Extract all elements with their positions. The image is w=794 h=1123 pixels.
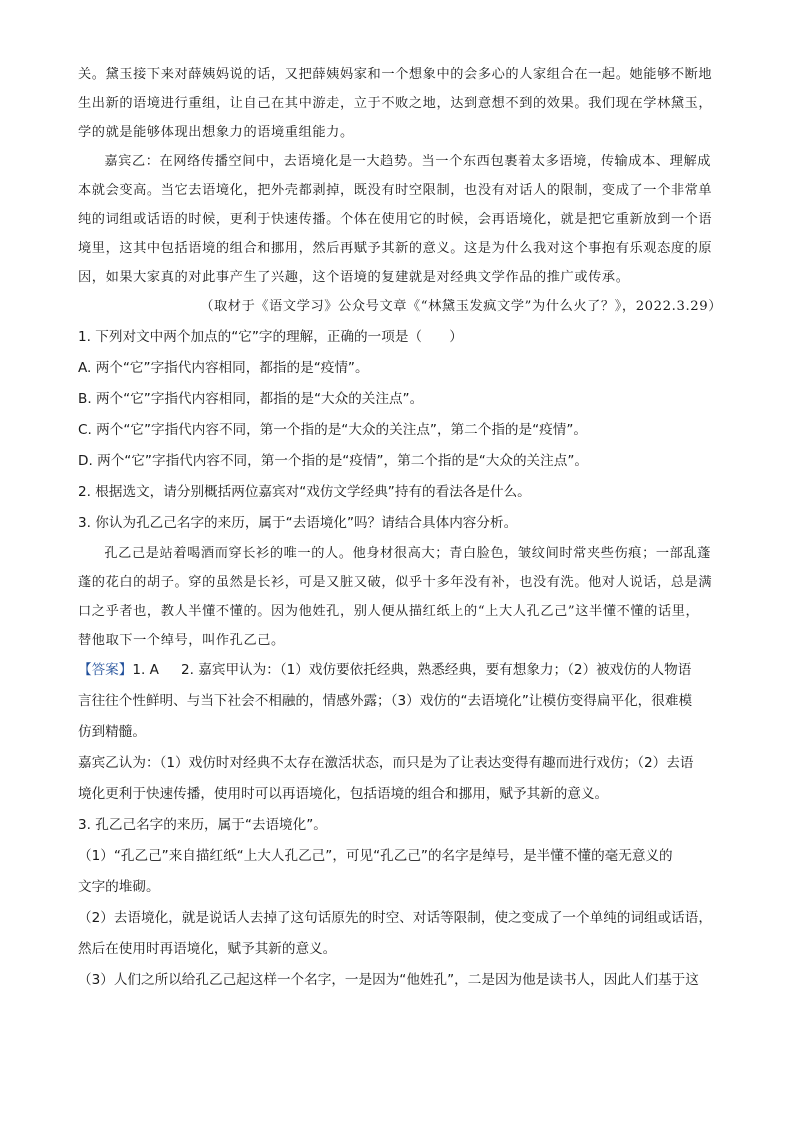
answer-3: 3. 孔乙己名字的来历，属于“去语境化”。 — [78, 817, 327, 833]
option-d: D. 两个“它”字指代内容不同，第一个指的是“疫情”，第二个指的是“大众的关注点”。 — [78, 453, 588, 469]
question-3: 3. 你认为孔乙己名字的来历，属于“去语境化”吗？请结合具体内容分析。 — [78, 515, 518, 531]
passage-line: 生出新的语境进行重组，让自己在其中游走，立于不败之地，达到意想不到的效果。我们现在学林黛玉， — [78, 96, 713, 111]
answer-section — [78, 655, 728, 996]
passage — [78, 60, 728, 321]
passage-line: 纯的词组或话语的时候，更利于快速传播。个体在使用它的时候，会再语境化，就是把它重新放到一个语 — [78, 212, 713, 227]
option-a: A. 两个“它”字指代内容相同，都指的是“疫情”。 — [78, 360, 369, 376]
answer-tag: 【答案】 — [78, 662, 133, 678]
excerpt — [78, 539, 728, 655]
source-citation: （取材于《语文学习》公众号文章《“林黛玉发疯文学”为什么火了？》，2022.3.29） — [200, 299, 722, 314]
answer-line — [78, 655, 728, 686]
answer-b-line: 境化更利于快速传播，使用时可以再语境化，包括语境的组合和挪用，赋予其新的意义。 — [78, 786, 609, 802]
passage-line: 嘉宾乙：在网络传播空间中，去语境化是一大趋势。当一个东西包裹着太多语境，传输成本、理解成 — [104, 154, 712, 169]
answer-1: 1. A — [132, 662, 159, 678]
option-c: C. 两个“它”字指代内容不同，第一个指的是“大众的关注点”，第二个指的是“疫情”。 — [78, 422, 587, 438]
passage-line: 关。黛玉接下来对薛姨妈说的话，又把薛姨妈家和一个想象中的会多心的人家组合在一起。她能够不断地 — [78, 67, 713, 82]
answer-2-line: 仿到精髓。 — [78, 724, 146, 740]
excerpt-line: 孔乙己是站着喝酒而穿长衫的唯一的人。他身材很高大；青白脸色，皱纹间时常夹些伤痕；一部乱蓬 — [104, 546, 712, 561]
answer-3-point: （2）去语境化，就是说话人去掉了这句话原先的时空、对话等限制，使之变成了一个单纯的词组或话语， — [78, 910, 712, 926]
answer-b-line: 嘉宾乙认为：（1）戏仿时对经典不太存在激活状态，而只是为了让表达变得有趣而进行戏仿；（2）去语 — [78, 755, 694, 771]
excerpt-line: 口之乎者也，教人半懂不懂的。因为他姓孔，别人便从描红纸上的“上大人孔乙己”这半懂不懂的话里， — [78, 604, 700, 619]
option-b: B. 两个“它”字指代内容相同，都指的是“大众的关注点”。 — [78, 391, 424, 407]
passage-line: 境里，这其中包括语境的组合和挪用，然后再赋予其新的意义。这是为什么我对这个事抱有乐观态度的原 — [78, 241, 713, 256]
document-page — [78, 60, 728, 996]
excerpt-line: 替他取下一个绰号，叫作孔乙己。 — [78, 633, 285, 648]
answer-2-line: 2. 嘉宾甲认为：（1）戏仿要依托经典，熟悉经典，要有想象力；（2）被戏仿的人物语 — [180, 662, 692, 678]
passage-line: 学的就是能够体现出想象力的语境重组能力。 — [78, 125, 354, 140]
answer-3-point: 文字的堆砌。 — [78, 879, 160, 895]
passage-line: 因，如果大家真的对此事产生了兴趣，这个语境的复建就是对经典文学作品的推广或传承。 — [78, 270, 630, 285]
passage-line: 本就会变高。当它去语境化，把外壳都剥掉，既没有时空限制，也没有对话人的限制，变成了一个非常单 — [78, 183, 713, 198]
answer-3-point: （1）“孔乙己”来自描红纸“上大人孔乙己”，可见“孔乙己”的名字是绰号，是半懂不懂的毫无意义的 — [78, 848, 673, 864]
excerpt-line: 蓬的花白的胡子。穿的虽然是长衫，可是又脏又破，似乎十多年没有补，也没有洗。他对人说话，总是满 — [78, 575, 713, 590]
answer-3-point: 然后在使用时再语境化，赋予其新的意义。 — [78, 941, 337, 957]
answer-2-line: 言往往个性鲜明、与当下社会不相融的，情感外露；（3）戏仿的“去语境化”让模仿变得扁平化，很难模 — [78, 693, 693, 709]
answer-3-point: （3）人们之所以给孔乙己起这样一个名字，一是因为“他姓孔”，二是因为他是读书人，因此人们基于这 — [78, 972, 699, 988]
question-2: 2. 根据选文，请分别概括两位嘉宾对“戏仿文学经典”持有的看法各是什么。 — [78, 484, 531, 500]
question-1: 1. 下列对文中两个加点的“它”字的理解，正确的一项是（ ） — [78, 329, 463, 345]
questions — [78, 322, 728, 539]
